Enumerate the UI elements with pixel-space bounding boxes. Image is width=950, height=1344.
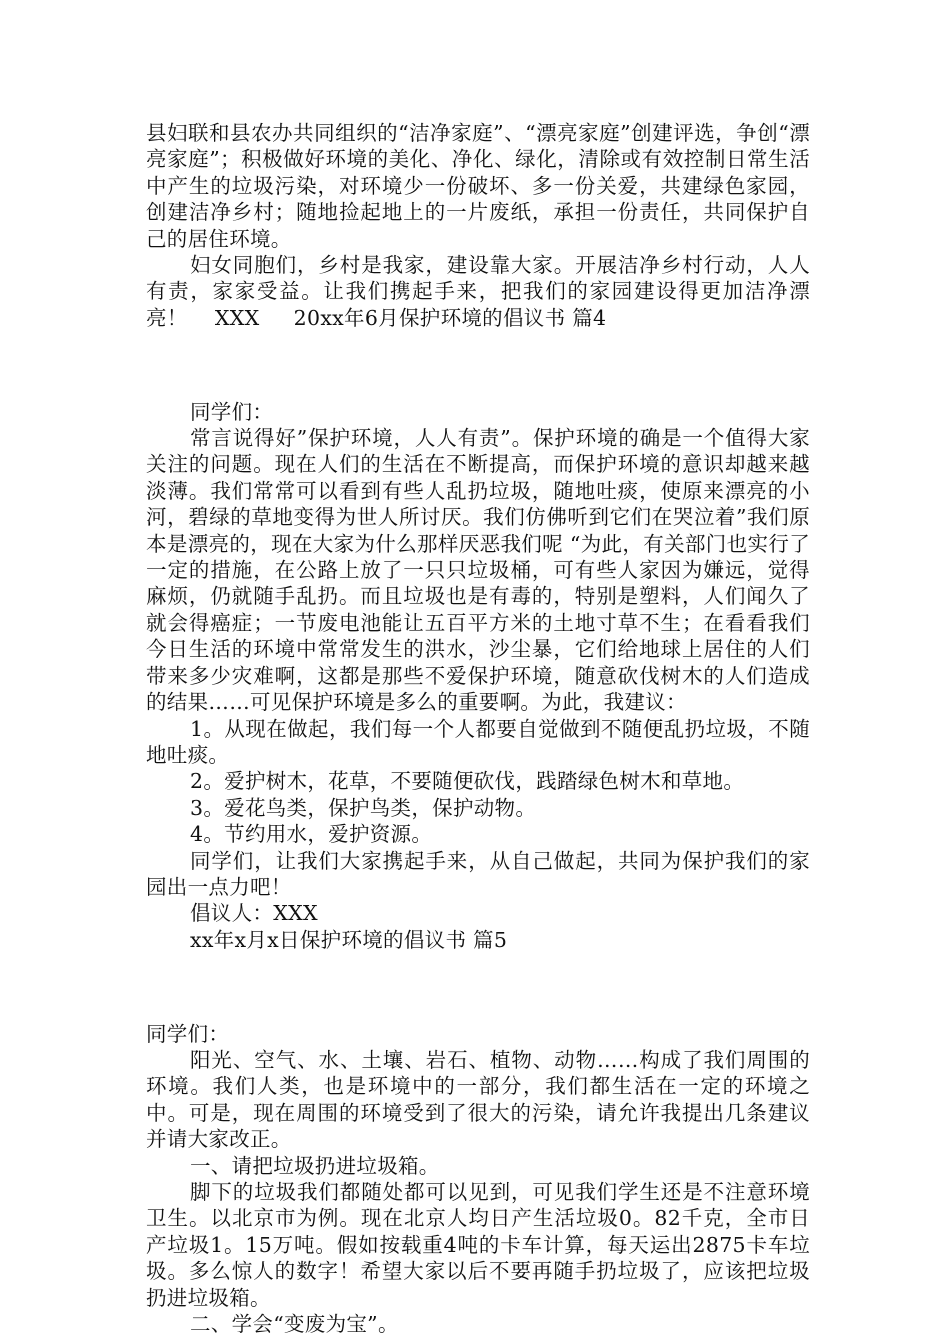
paragraph: 常言说得好”保护环境，人人有责”。保护环境的确是一个值得大家关注的问题。现在人们的生活在不断提高，而保护环境的意识却越来越淡薄。我们常常可以看到有些人乱扔垃圾，随地吐痰，使原来漂亮的小河，碧绿的草地变得为世人所讨厌。我们仿佛听到它们在哭泣着”我们原本是漂亮的，现在大家为什么那样厌恶我们呢 “为此，有关部门也实行了一定的措施，在公路上放了一只只垃圾桶，可有些人家因为嫌远，觉得麻烦，仍就随手乱扔。而且垃圾也是有毒的，特别是塑料，人们闻久了就会得癌症；一节废电池能让五百平方米的土地寸草不生；在看看我们今日生活的环境中常常发生的洪水，沙尘暴，它们给地球上居住的人们带来多少灾难啊，这都是那些不爱保护环境，随意砍伐树木的人们造成的结果……可见保护环境是多么的重要啊。为此，我建议： [146,426,810,715]
paragraph: 同学们： [190,399,274,424]
paragraph: 倡议人：XXX [190,901,318,926]
paragraph: 2。爱护树木，花草，不要随便砍伐，践踏绿色树木和草地。 [190,769,745,794]
document-page [146,120,810,1337]
paragraph: 1。从现在做起，我们每一个人都要自觉做到不随便乱扔垃圾，不随地吐痰。 [146,716,810,767]
blank-line [146,352,810,378]
paragraph: 二、学会“变废为宝”。 [190,1312,399,1337]
paragraph: 阳光、空气、水、土壤、岩石、植物、动物……构成了我们周围的环境。我们人类，也是环境中的一部分，我们都生活在一定的环境之中。可是，现在周围的环境受到了很大的污染，请允许我提出几条建议并请大家改正。 [146,1047,810,1152]
paragraph: 一、请把垃圾扔进垃圾箱。 [190,1153,440,1178]
paragraph: 脚下的垃圾我们都随处都可以见到，可见我们学生还是不注意环境卫生。以北京市为例。现在北京人均日产生活垃圾0。82千克，全市日产垃圾1。15万吨。假如按载重4吨的卡车计算，每天运出2875卡车垃圾。多么惊人的数字！希望大家以后不要再随手扔垃圾了，应该把垃圾扔进垃圾箱。 [146,1180,810,1310]
paragraph: 妇女同胞们，乡村是我家，建设靠大家。开展洁净乡村行动，人人有责，家家受益。让我们携起手来，把我们的家园建设得更加洁净漂亮！ XXX 20xx年6月保护环境的倡议书 篇4 [146,253,810,330]
paragraph: xx年x月x日保护环境的倡议书 篇5 [190,927,508,952]
paragraph: 县妇联和县农办共同组织的“洁净家庭”、“漂亮家庭”创建评选，争创“漂亮家庭”；积极做好环境的美化、净化、绿化，清除或有效控制日常生活中产生的垃圾污染，对环境少一份破坏、多一份关爱，共建绿色家园，创建洁净乡村；随地捡起地上的一片废纸，承担一份责任，共同保护自己的居住环境。 [146,121,810,251]
paragraph: 同学们： [146,1021,230,1046]
paragraph: 4。节约用水，爱护资源。 [190,822,433,847]
paragraph: 3。爱花鸟类，保护鸟类，保护动物。 [190,795,537,820]
paragraph: 同学们，让我们大家携起手来，从自己做起，共同为保护我们的家园出一点力吧！ [146,848,810,899]
blank-line [146,974,810,1000]
